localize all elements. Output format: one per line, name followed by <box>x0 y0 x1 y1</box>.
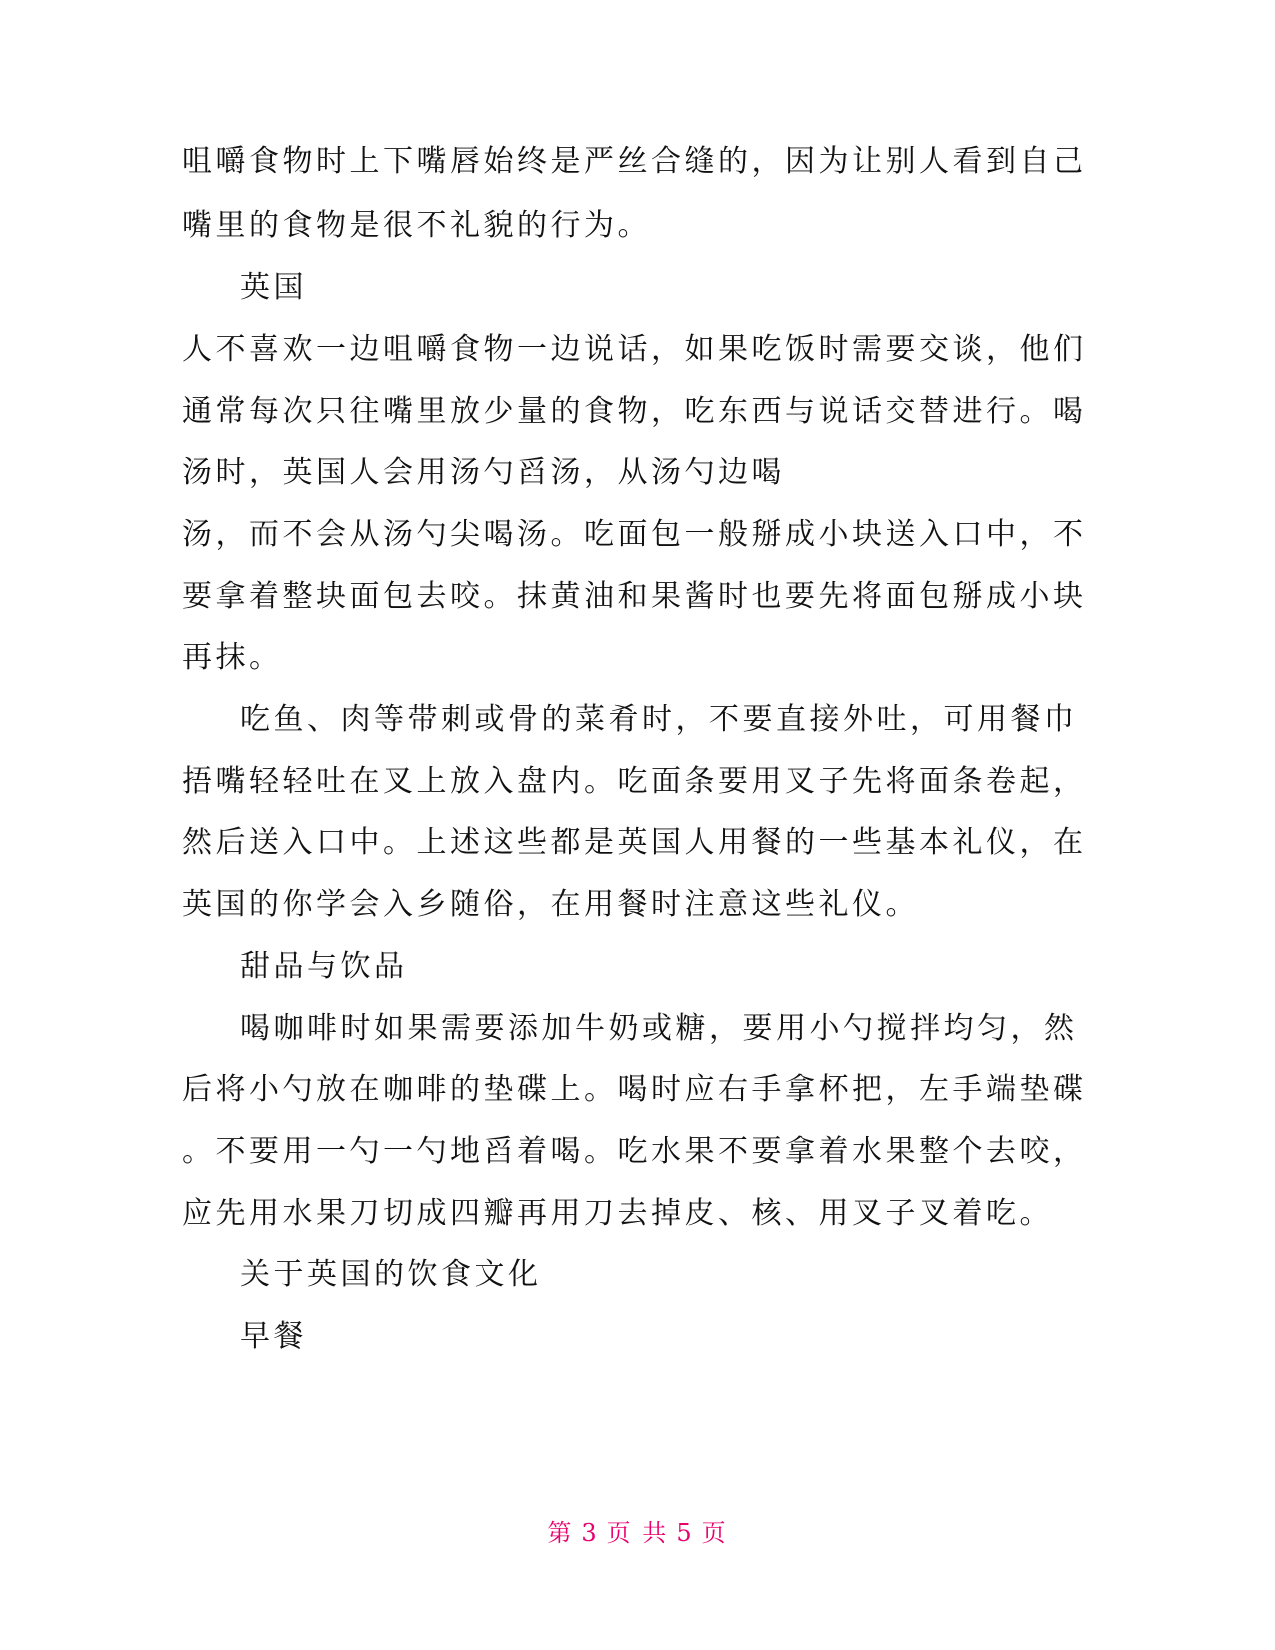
body-line: 汤时，英国人会用汤勺舀汤，从汤勺边喝 <box>182 455 785 490</box>
body-line: 英国的你学会入乡随俗，在用餐时注意这些礼仪。 <box>182 887 919 922</box>
body-line: 然后送入口中。上述这些都是英国人用餐的一些基本礼仪，在 <box>182 825 1087 860</box>
body-line: 嘴里的食物是很不礼貌的行为。 <box>182 208 651 243</box>
body-line: 再抹。 <box>182 640 283 675</box>
section-heading: 关于英国的饮食文化 <box>240 1257 542 1292</box>
body-line: 捂嘴轻轻吐在叉上放入盘内。吃面条要用叉子先将面条卷起， <box>182 764 1087 799</box>
current-page-number: 3 <box>581 1519 599 1547</box>
body-line: 。不要用一勺一勺地舀着喝。吃水果不要拿着水果整个去咬， <box>182 1134 1087 1169</box>
body-line: 人不喜欢一边咀嚼食物一边说话，如果吃饭时需要交谈，他们 <box>182 332 1087 367</box>
body-line: 咀嚼食物时上下嘴唇始终是严丝合缝的，因为让别人看到自己 <box>182 144 1087 179</box>
footer-middle: 页 共 <box>606 1519 669 1547</box>
body-line: 要拿着整块面包去咬。抹黄油和果酱时也要先将面包掰成小块 <box>182 579 1087 614</box>
body-line: 应先用水果刀切成四瓣再用刀去掉皮、核、用叉子叉着吃。 <box>182 1196 1053 1231</box>
body-line: 汤，而不会从汤勺尖喝汤。吃面包一般掰成小块送入口中，不 <box>182 517 1087 552</box>
total-pages-number: 5 <box>676 1519 694 1547</box>
page-footer <box>0 1518 1275 1548</box>
body-line: 通常每次只往嘴里放少量的食物，吃东西与说话交替进行。喝 <box>182 394 1087 429</box>
body-line: 喝咖啡时如果需要添加牛奶或糖，要用小勺搅拌均匀，然 <box>240 1011 1078 1046</box>
footer-prefix: 第 <box>547 1519 574 1547</box>
body-line: 吃鱼、肉等带刺或骨的菜肴时，不要直接外吐，可用餐巾 <box>240 702 1078 737</box>
section-heading: 甜品与饮品 <box>240 949 408 984</box>
section-heading: 英国 <box>240 270 307 305</box>
footer-suffix: 页 <box>701 1519 728 1547</box>
body-line: 后将小勺放在咖啡的垫碟上。喝时应右手拿杯把，左手端垫碟 <box>182 1072 1087 1107</box>
section-heading: 早餐 <box>240 1319 307 1354</box>
